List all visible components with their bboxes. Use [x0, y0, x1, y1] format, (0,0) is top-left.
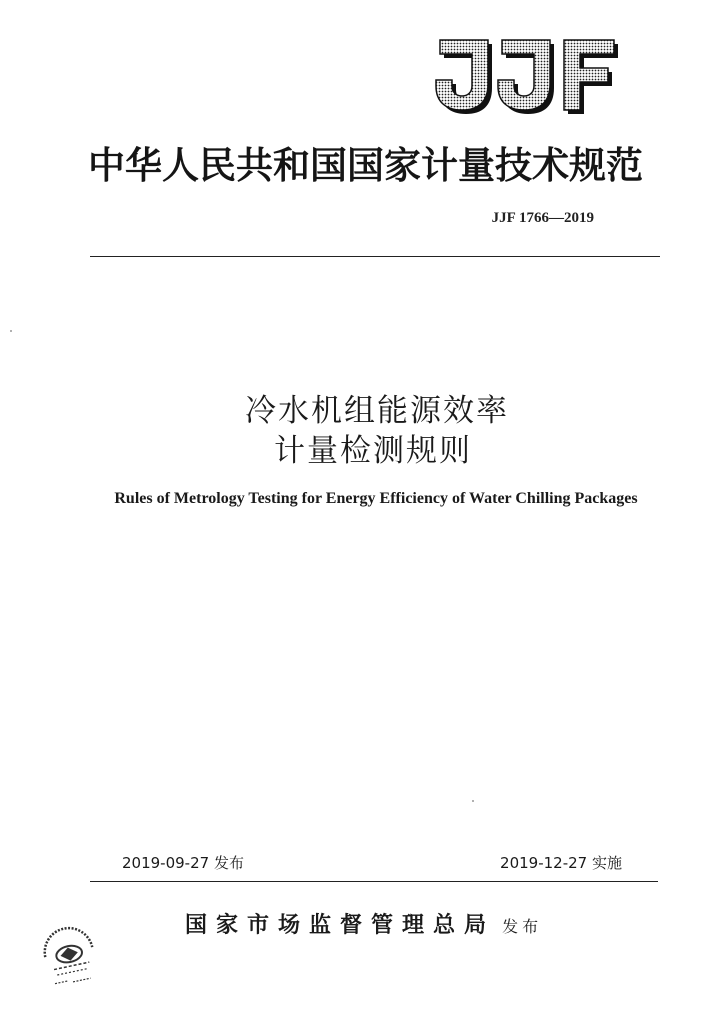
- effective-date: 2019-12-27 实施: [500, 854, 622, 872]
- publisher-org: 国家市场监督管理总局: [185, 912, 496, 938]
- chinese-title-line-1: 冷水机组能源效率: [245, 393, 509, 429]
- document-number: JJF 1766—2019: [491, 210, 594, 226]
- jjf-logo-icon: [432, 36, 622, 116]
- chinese-title-line-2: 计量检测规则: [274, 433, 472, 469]
- top-divider: [90, 256, 660, 257]
- library-stamp-icon: [32, 922, 108, 994]
- publisher-verb: 发布: [502, 917, 543, 936]
- publisher: [185, 908, 542, 939]
- bottom-divider: [90, 881, 658, 882]
- scan-speck: [10, 330, 12, 332]
- english-title: Rules of Metrology Testing for Energy Efficiency of Water Chilling Packages: [114, 490, 638, 507]
- release-date: 2019-09-27 发布: [122, 854, 244, 872]
- issuer-title: 中华人民共和国国家计量技术规范: [88, 143, 643, 187]
- scan-speck: [472, 800, 474, 802]
